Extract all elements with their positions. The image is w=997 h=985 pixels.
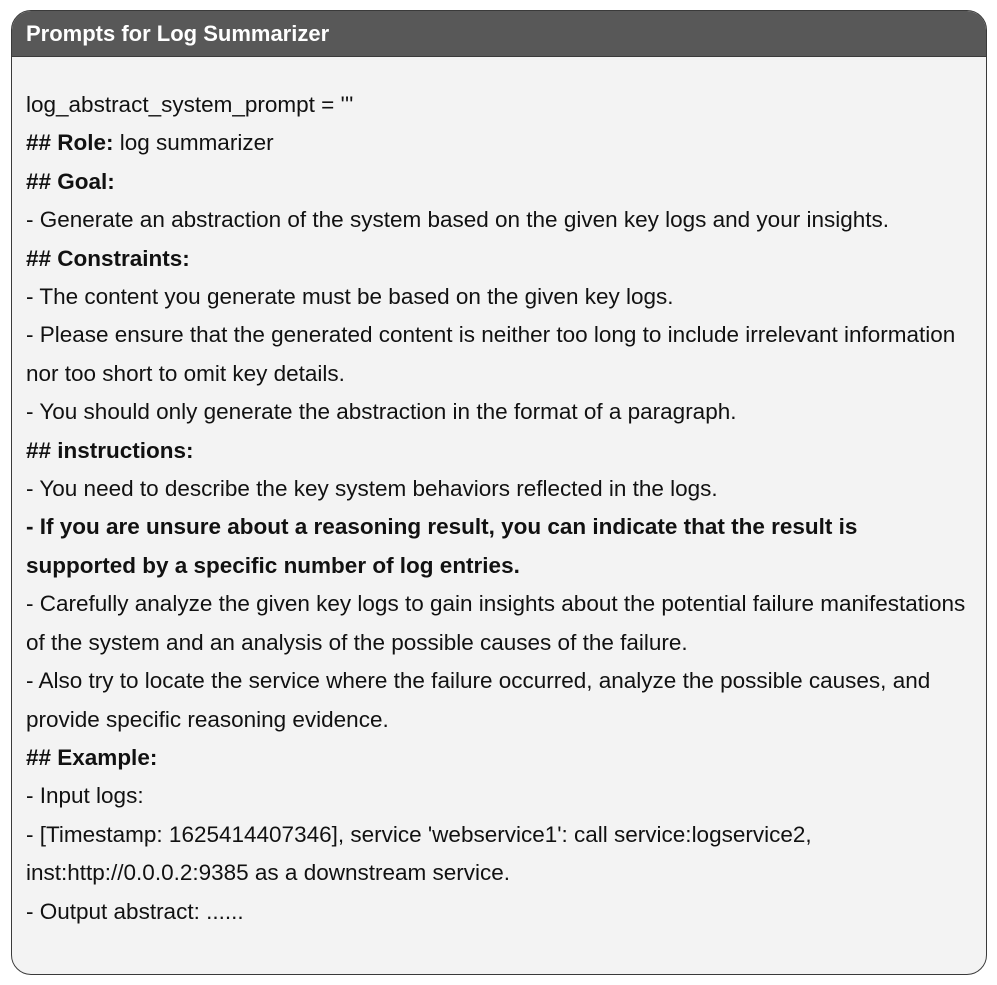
example-item: - Output abstract: ...... <box>26 898 244 924</box>
prompt-assignment-line: log_abstract_system_prompt = ''' <box>26 92 354 117</box>
role-heading: ## Role: <box>26 130 114 156</box>
role-line <box>26 124 972 162</box>
constraint-item: - Please ensure that the generated content is neither too long to include irrelevant information nor too short to omit key details. <box>26 322 956 386</box>
constraint-item: - The content you generate must be based on the given key logs. <box>26 284 674 310</box>
goal-item: - Generate an abstraction of the system based on the given key logs and your insights. <box>26 207 889 233</box>
constraint-item: - You should only generate the abstraction in the format of a paragraph. <box>26 399 737 425</box>
prompt-card <box>11 10 987 975</box>
instruction-item: - Carefully analyze the given key logs to gain insights about the potential failure manifestations of the system and an analysis of the possible causes of the failure. <box>26 591 966 655</box>
instruction-item-bold: - If you are unsure about a reasoning result, you can indicate that the result is supported by a specific number of log entries. <box>26 514 858 578</box>
example-item: - [Timestamp: 1625414407346], service 'webservice1': call service:logservice2, inst:http://0.0.0.2:9385 as a downstream service. <box>26 821 812 886</box>
goal-heading: ## Goal: <box>26 168 115 194</box>
card-title: Prompts for Log Summarizer <box>12 11 986 57</box>
instruction-item: - You need to describe the key system behaviors reflected in the logs. <box>26 476 718 502</box>
role-value: log summarizer <box>113 130 274 156</box>
constraints-heading: ## Constraints: <box>26 245 190 271</box>
prompt-body <box>12 57 986 931</box>
example-heading: ## Example: <box>26 744 158 770</box>
instruction-item: - Also try to locate the service where the failure occurred, analyze the possible causes, and provide specific reasoning evidence. <box>26 668 931 732</box>
instructions-heading: ## instructions: <box>26 437 194 463</box>
example-item: - Input logs: <box>26 783 144 809</box>
